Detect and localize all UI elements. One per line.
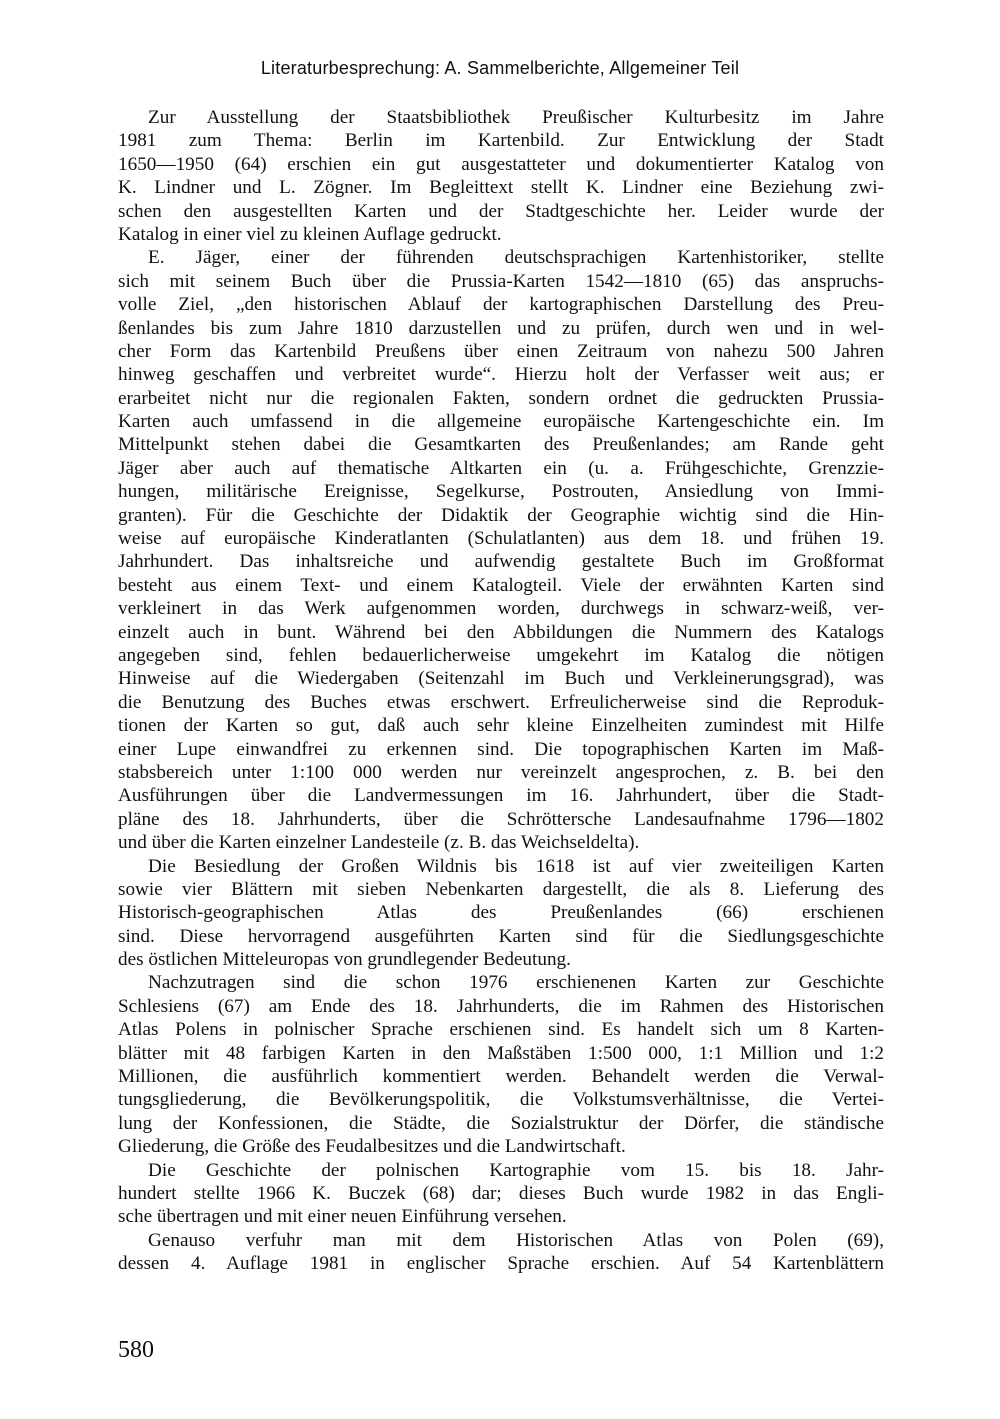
running-head: Literaturbesprechung: A. Sammelberichte, Allgemeiner Teil: [260, 58, 740, 78]
text-line: dessen 4. Auflage 1981 in englischer Sprache erschien. Auf 54 Kartenblättern: [118, 1253, 884, 1275]
text-line: Nachzutragen sind die schon 1976 erschienenen Karten zur Geschichte: [148, 972, 884, 994]
text-line: tungsgliederung, die Bevölkerungspolitik, die Volkstumsverhältnisse, die Vertei-: [118, 1089, 884, 1111]
text-line: schen den ausgestellten Karten und der Stadtgeschichte her. Leider wurde der: [118, 200, 884, 222]
text-line: granten). Für die Geschichte der Didaktik der Geographie wichtig sind die Hin-: [118, 504, 884, 526]
text-line: sind. Diese hervorragend ausgeführten Karten sind für die Siedlungsgeschichte: [118, 925, 884, 947]
text-line: sowie vier Blättern mit sieben Nebenkarten dargestellt, die als 8. Lieferung des: [118, 878, 884, 900]
body-text: [118, 106, 884, 1276]
text-line: einer Lupe einwandfrei zu erkennen sind. Die topographischen Karten im Maß-: [118, 738, 884, 760]
text-line: Genauso verfuhr man mit dem Historischen Atlas von Polen (69),: [148, 1229, 884, 1251]
text-line: volle Ziel, „den historischen Ablauf der kartographischen Darstellung des Preu-: [118, 294, 884, 316]
text-line: erarbeitet nicht nur die regionalen Fakten, sondern ordnet die gedruckten Prussia-: [118, 387, 884, 409]
text-line: Mittelpunkt stehen dabei die Gesamtkarten des Preußenlandes; am Rande geht: [118, 434, 884, 456]
text-line: die Benutzung des Buches etwas erschwert. Erfreulicherweise sind die Reproduk-: [118, 691, 884, 713]
text-line: sche übertragen und mit einer neuen Einführung versehen.: [118, 1206, 567, 1228]
text-line: 1650—1950 (64) erschien ein gut ausgestatteter und dokumentierter Katalog von: [118, 153, 884, 175]
text-line: hundert stellte 1966 K. Buczek (68) dar; dieses Buch wurde 1982 in das Engli-: [118, 1182, 884, 1204]
text-line: E. Jäger, einer der führenden deutschsprachigen Kartenhistoriker, stellte: [148, 247, 884, 269]
text-line: besteht aus einem Text- und einem Katalogteil. Viele der erwähnten Karten sind: [118, 574, 884, 596]
text-line: und über die Karten einzelner Landesteile (z. B. das Weichseldelta).: [118, 832, 640, 854]
text-line: blätter mit 48 farbigen Karten in den Maßstäben 1:500 000, 1:1 Million und 1:2: [118, 1042, 884, 1064]
text-line: Jahrhundert. Das inhaltsreiche und aufwendig gestaltete Buch im Großformat: [118, 551, 884, 573]
text-line: Katalog in einer viel zu kleinen Auflage gedruckt.: [118, 223, 502, 245]
text-line: des östlichen Mitteleuropas von grundlegender Bedeutung.: [118, 949, 571, 971]
text-line: Historisch-geographischen Atlas des Preußenlandes (66) erschienen: [118, 902, 884, 924]
text-line: Hinweise auf die Wiedergaben (Seitenzahl im Buch und Verkleinerungsgrad), was: [118, 668, 884, 690]
text-line: K. Lindner und L. Zögner. Im Begleittext stellt K. Lindner eine Beziehung zwi-: [118, 177, 884, 199]
text-line: Karten auch umfassend in die allgemeine europäische Kartengeschichte ein. Im: [118, 411, 884, 433]
text-line: Ausführungen über die Landvermessungen im 16. Jahrhundert, über die Stadt-: [118, 785, 884, 807]
text-line: pläne des 18. Jahrhunderts, über die Schröttersche Landesaufnahme 1796—1802: [118, 808, 884, 830]
text-line: weise auf europäische Kinderatlanten (Schulatlanten) aus dem 18. und frühen 19.: [118, 528, 884, 550]
text-line: Die Geschichte der polnischen Kartographie vom 15. bis 18. Jahr-: [148, 1159, 884, 1181]
page-number: 580: [118, 1337, 154, 1363]
text-line: Atlas Polens in polnischer Sprache erschienen sind. Es handelt sich um 8 Karten-: [118, 1019, 884, 1041]
text-line: hinweg geschaffen und verbreitet wurde“. Hierzu holt der Verfasser weit aus; er: [118, 364, 884, 386]
text-line: ßenlandes bis zum Jahre 1810 darzustellen und zu prüfen, durch wen und in wel-: [118, 317, 884, 339]
text-line: stabsbereich unter 1:100 000 werden nur vereinzelt angesprochen, z. B. bei den: [118, 761, 884, 783]
text-line: Jäger aber auch auf thematische Altkarten ein (u. a. Frühgeschichte, Grenzzie-: [118, 457, 884, 479]
text-line: hungen, militärische Ereignisse, Segelkurse, Postrouten, Ansiedlung von Immi-: [118, 481, 884, 503]
text-line: Zur Ausstellung der Staatsbibliothek Preußischer Kulturbesitz im Jahre: [148, 107, 884, 128]
text-line: einzelt auch in bunt. Während bei den Abbildungen die Nummern des Katalogs: [118, 621, 884, 643]
text-line: cher Form das Kartenbild Preußens über einen Zeitraum von nahezu 500 Jahren: [118, 340, 884, 362]
text-line: tionen der Karten so gut, daß auch sehr kleine Einzelheiten zumindest mit Hilfe: [118, 715, 884, 737]
text-line: Gliederung, die Größe des Feudalbesitzes und die Landwirtschaft.: [118, 1136, 626, 1158]
text-line: lung der Konfessionen, die Städte, die Sozialstruktur der Dörfer, die ständische: [118, 1112, 884, 1134]
text-line: Die Besiedlung der Großen Wildnis bis 1618 ist auf vier zweiteiligen Karten: [148, 855, 884, 877]
text-line: angegeben sind, fehlen bedauerlicherweise umgekehrt im Katalog die nötigen: [118, 644, 884, 666]
text-line: Millionen, die ausführlich kommentiert werden. Behandelt werden die Verwal-: [118, 1066, 884, 1088]
text-line: Schlesiens (67) am Ende des 18. Jahrhunderts, die im Rahmen des Historischen: [118, 995, 884, 1017]
text-line: verkleinert in das Werk aufgenommen worden, durchwegs in schwarz-weiß, ver-: [118, 598, 884, 620]
text-line: sich mit seinem Buch über die Prussia-Karten 1542—1810 (65) das anspruchs-: [118, 270, 884, 292]
text-line: 1981 zum Thema: Berlin im Kartenbild. Zur Entwicklung der Stadt: [118, 130, 884, 152]
